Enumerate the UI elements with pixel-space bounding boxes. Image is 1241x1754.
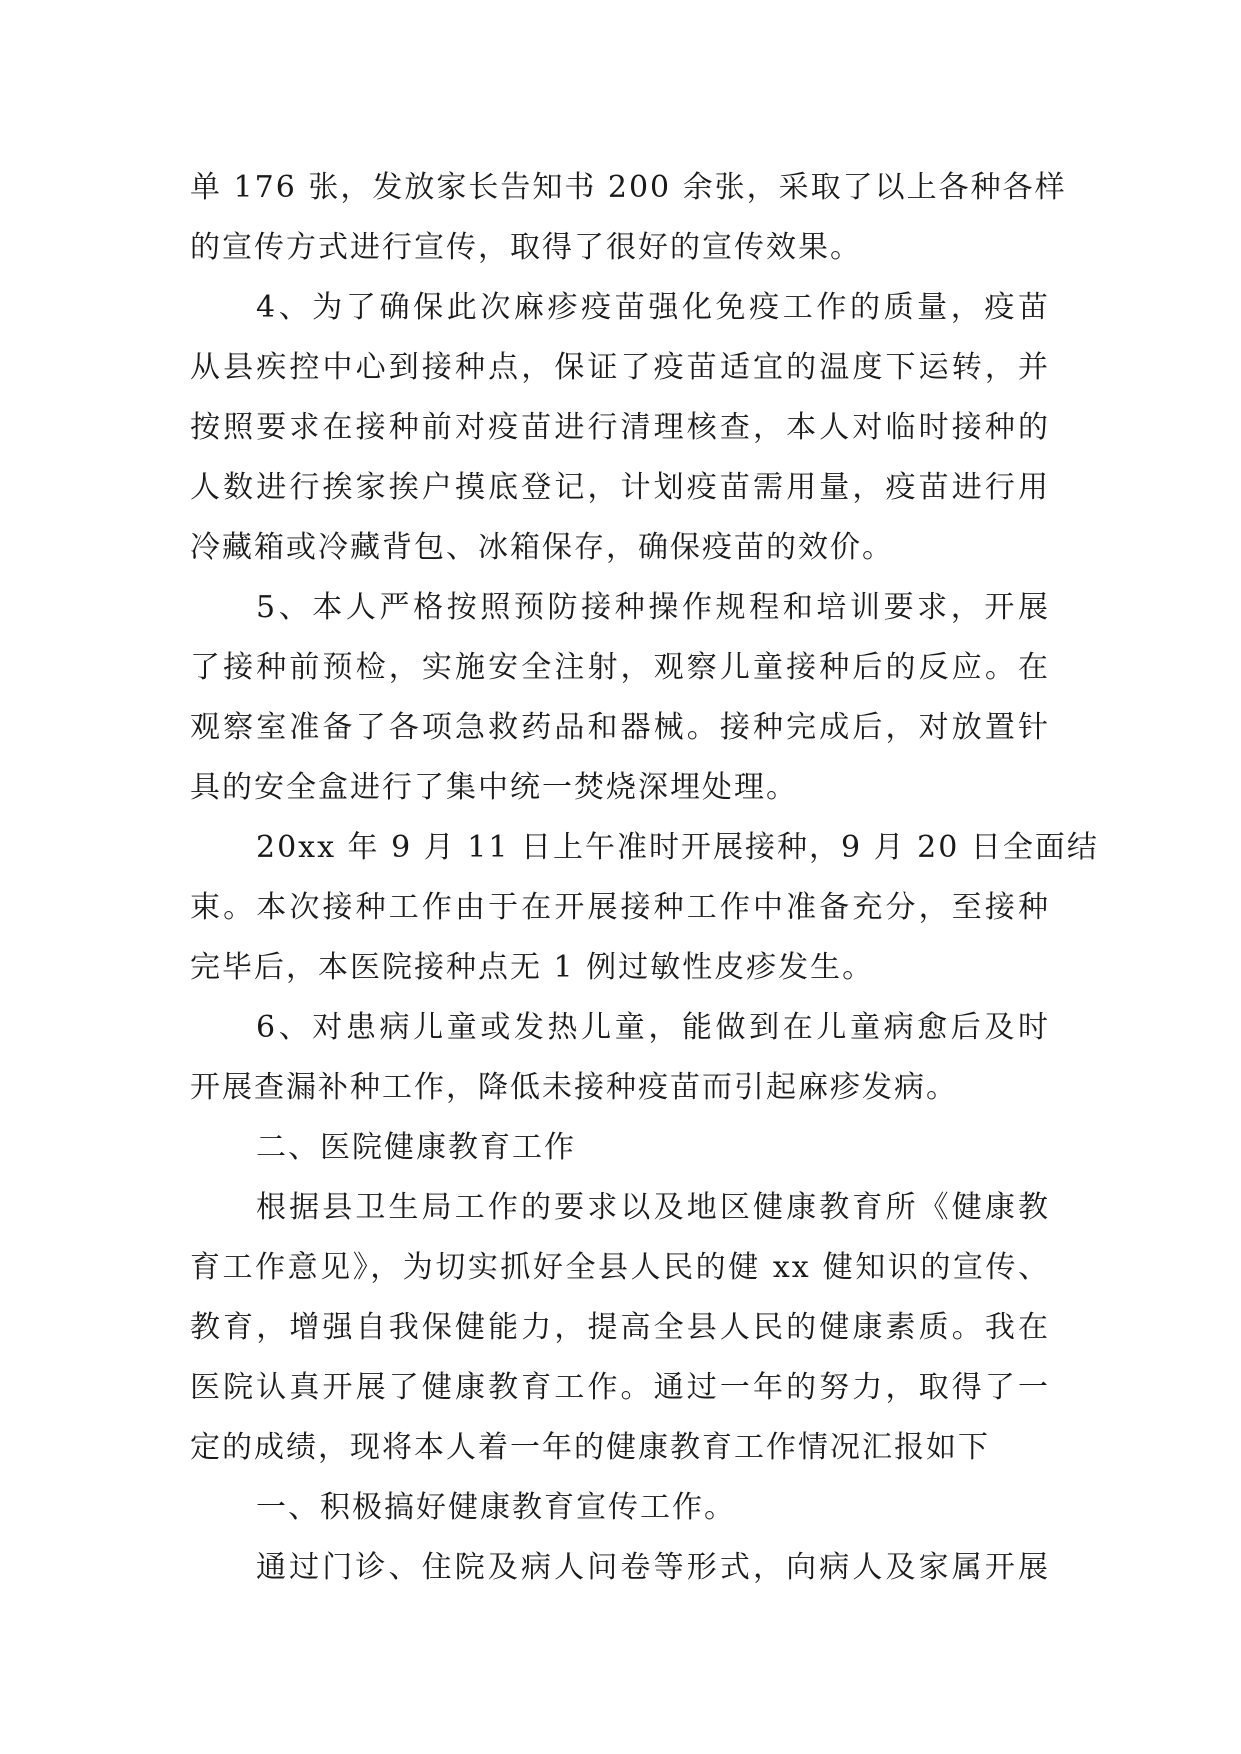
- text-line: 开展查漏补种工作，降低未接种疫苗而引起麻疹发病。: [190, 1070, 958, 1105]
- text-line: 20xx 年 9 月 11 日上午准时开展接种，9 月 20 日全面结: [256, 830, 1099, 865]
- text-line: 教育，增强自我保健能力，提高全县人民的健康素质。我在: [190, 1310, 1050, 1345]
- text-line: 按照要求在接种前对疫苗进行清理核查，本人对临时接种的: [190, 410, 1050, 445]
- text-line: 从县疾控中心到接种点，保证了疫苗适宜的温度下运转，并: [190, 350, 1050, 385]
- text-line: 冷藏箱或冷藏背包、冰箱保存，确保疫苗的效价。: [190, 530, 894, 565]
- text-line: 的宣传方式进行宣传，取得了很好的宣传效果。: [190, 230, 862, 265]
- text-line: 育工作意见》，为切实抓好全县人民的健 xx 健知识的宣传、: [190, 1250, 1050, 1285]
- text-line: 人数进行挨家挨户摸底登记，计划疫苗需用量，疫苗进行用: [190, 470, 1050, 505]
- text-line: 了接种前预检，实施安全注射，观察儿童接种后的反应。在: [190, 650, 1050, 685]
- text-line: 定的成绩，现将本人着一年的健康教育工作情况汇报如下: [190, 1430, 990, 1465]
- text-line: 单 176 张，发放家长告知书 200 余张，采取了以上各种各样: [190, 170, 1067, 205]
- text-line: 完毕后，本医院接种点无 1 例过敏性皮疹发生。: [190, 950, 875, 985]
- text-line: 观察室准备了各项急救药品和器械。接种完成后，对放置针: [190, 710, 1050, 745]
- document-body: [190, 158, 1099, 1598]
- text-line: 二、医院健康教育工作: [256, 1130, 576, 1165]
- text-line: 6、对患病儿童或发热儿童，能做到在儿童病愈后及时: [256, 1010, 1050, 1045]
- text-line: 4、为了确保此次麻疹疫苗强化免疫工作的质量，疫苗: [256, 290, 1050, 325]
- text-line: 根据县卫生局工作的要求以及地区健康教育所《健康教: [256, 1190, 1050, 1225]
- text-line: 一、积极搞好健康教育宣传工作。: [256, 1490, 736, 1525]
- text-line: 具的安全盒进行了集中统一焚烧深埋处理。: [190, 770, 798, 805]
- text-line: 束。本次接种工作由于在开展接种工作中准备充分，至接种: [190, 890, 1050, 925]
- text-line: 通过门诊、住院及病人问卷等形式，向病人及家属开展: [256, 1550, 1050, 1585]
- text-line: 5、本人严格按照预防接种操作规程和培训要求，开展: [256, 590, 1050, 625]
- text-line: 医院认真开展了健康教育工作。通过一年的努力，取得了一: [190, 1370, 1050, 1405]
